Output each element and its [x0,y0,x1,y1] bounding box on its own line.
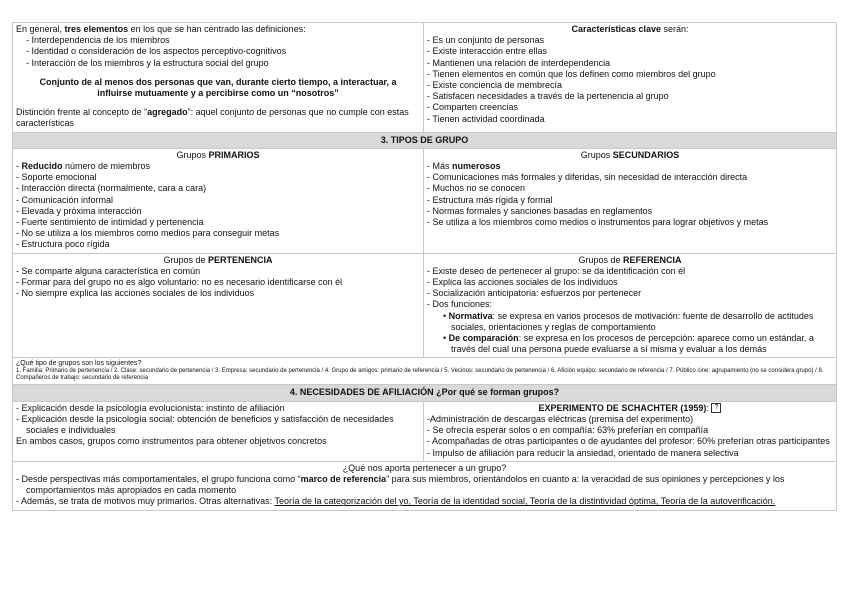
list-item: - Socialización anticipatoria: esfuerzos por pertenecer [427,288,642,299]
list-item: - No siempre explica las acciones sociales de los individuos [16,288,255,299]
list-item: - Estructura más rígida y formal [427,194,553,205]
list-item: - Existe interacción entre ellas [427,46,548,57]
normative-function: • Normativa: se expresa en varios procesos de motivación: fuente de desarrollo de actitudes sociales, orientaciones y reglas de comportamiento [443,310,814,332]
key-characteristics-title: Características clave serán: [571,24,689,34]
section-4-header: 4. NECESIDADES DE AFILIACIÓN ¿Por qué se forman grupos? [13,385,837,401]
reference-groups-cell [424,253,837,358]
list-item: - Soporte emocional [16,172,97,183]
list-item: - Explicación desde la psicología evolucionista: instinto de afiliación [16,402,285,413]
schachter-cell [424,401,837,461]
list-item: - Es un conjunto de personas [427,35,545,46]
quiz-answers: 1. Familia: Primario de pertenencia / 2. Clase: secundario de pertenencia / 3. Empresa: secundario de pertenencia / 4. Grupo de amigos: primario de referencia / 5. Vecinos: secundario de pertenencia / 6. Afición equipo: secundario de referencia / 7. Público cine: agrupamiento (no se considera grupo) / 8. Compañeros de trabajo: secundario de referencia [16,368,824,382]
secondary-groups-title: Grupos SECUNDARIOS [580,149,680,160]
membership-groups-title: Grupos de PERTENENCIA [163,254,273,265]
list-item: - Normas formales y sanciones basadas en reglamentos [427,205,653,216]
list-item: - Estructura poco rígida [16,239,110,250]
affiliation-summary: En ambos casos, grupos como instrumentos para obtener objetivos concretos [16,436,327,447]
list-item: - Existe deseo de pertenecer al grupo: se da identificación con él [427,265,686,276]
document-page [12,22,836,511]
list-item: - Mantienen una relación de interdependencia [427,57,611,68]
list-item: - Existe conciencia de membrecía [427,80,563,91]
list-item: - Comunicación informal [16,194,114,205]
list-item: - Comunicaciones más formales y diferidas, sin necesidad de interacción directa [427,172,748,183]
list-item: - Reducido número de miembros [16,161,151,172]
list-item: - Explica las acciones sociales de los individuos [427,277,618,288]
theories-link[interactable]: Teoría de la categorización del yo, Teoría de la identidad social, Teoría de la distintividad óptima, Teoría de la autoverificación. [274,496,776,507]
secondary-groups-cell [424,148,837,253]
definition-cell [13,23,424,133]
list-item: - Identidad o consideración de los aspectos perceptivo-cognitivos [26,46,287,57]
list-item: - Acompañadas de otras participantes o de ayudantes del profesor: 60% preferían otras participantes [427,436,830,447]
list-item: - Dos funciones: [427,299,493,310]
definition-intro: En general, tres elementos en los que se han centrado las definiciones: [16,24,306,34]
list-item: - Fuerte sentimiento de intimidad y pertenencia [16,217,204,228]
membership-groups-cell [13,253,424,358]
list-item: - Además, se trata de motivos muy primarios. Otras alternativas: Teoría de la categorización del yo, Teoría de la identidad social, Teoría de la distintividad óptima, Teoría de la autoverificación. [16,496,776,507]
quiz-question: ¿Qué tipo de grupos son los siguientes? [16,360,142,368]
primary-groups-cell [13,148,424,253]
schachter-title: EXPERIMENTO DE SCHACHTER (1959): ? [427,403,833,414]
list-item: - Más numerosos [427,161,501,172]
benefits-question: ¿Qué nos aporta pertenecer a un grupo? [342,462,507,473]
list-item: - Comparten creencias [427,102,519,113]
list-item: - Interacción directa (normalmente, cara a cara) [16,183,207,194]
list-item: - Interdependencia de los miembros [26,35,170,46]
list-item: - Explicación desde la psicología social: obtención de beneficios y satisfacción de necesidades sociales e individuales [16,413,394,436]
list-item: - Se ofrecía esperar solos o en compañía: 63% preferían en compañía [427,425,709,436]
section-3-header: 3. TIPOS DE GRUPO [13,132,837,148]
list-item: -Administración de descargas eléctricas (premisa del experimento) [427,413,694,424]
benefits-cell [13,461,837,510]
list-item: - Tienen elementos en común que los definen como miembros del grupo [427,68,716,79]
group-definition: Conjunto de al menos dos personas que van, durante cierto tiempo, a interactuar, a influirse mutuamente y a percibirse como un “nosotros” [39,76,397,99]
key-characteristics-cell [424,23,837,133]
list-item: - Desde perspectivas más comportamentales, el grupo funciona como “marco de referencia” para sus miembros, orientándolos en cuanto a: la veracidad de sus opiniones y percepciones y los comportamientos más apropiados en cada momento [16,473,785,496]
help-icon[interactable]: ? [711,403,721,413]
list-item: - Se comparte alguna característica en común [16,265,201,276]
list-item: - Muchos no se conocen [427,183,526,194]
list-item: - Satisfacen necesidades a través de la pertenencia al grupo [427,91,669,102]
list-item: - Se utiliza a los miembros como medios o instrumentos para lograr objetivos y metas [427,217,769,228]
affiliation-cell [13,401,424,461]
list-item: - No se utiliza a los miembros como medios para conseguir metas [16,228,280,239]
list-item: - Tienen actividad coordinada [427,113,545,124]
list-item: - Elevada y próxima interacción [16,205,142,216]
aggregate-distinction: Distinción frente al concepto de “agregado”: aquel conjunto de personas que no cumple con estas características [16,107,409,129]
reference-groups-title: Grupos de REFERENCIA [578,254,682,265]
summary-table [12,22,837,511]
list-item: - Impulso de afiliación para reducir la ansiedad, orientado de manera selectiva [427,447,739,458]
comparison-function: • De comparación: se expresa en los procesos de percepción: aparece como un estándar, a través del cual una persona puede evaluarse a sí misma y evaluar a los demás [443,333,814,355]
primary-groups-title: Grupos PRIMARIOS [176,149,260,160]
list-item: - Interacción de los miembros y la estructura social del grupo [26,57,269,68]
list-item: - Formar para del grupo no es algo voluntario: no es necesario identificarse con él [16,277,343,288]
quiz-cell [13,358,837,385]
